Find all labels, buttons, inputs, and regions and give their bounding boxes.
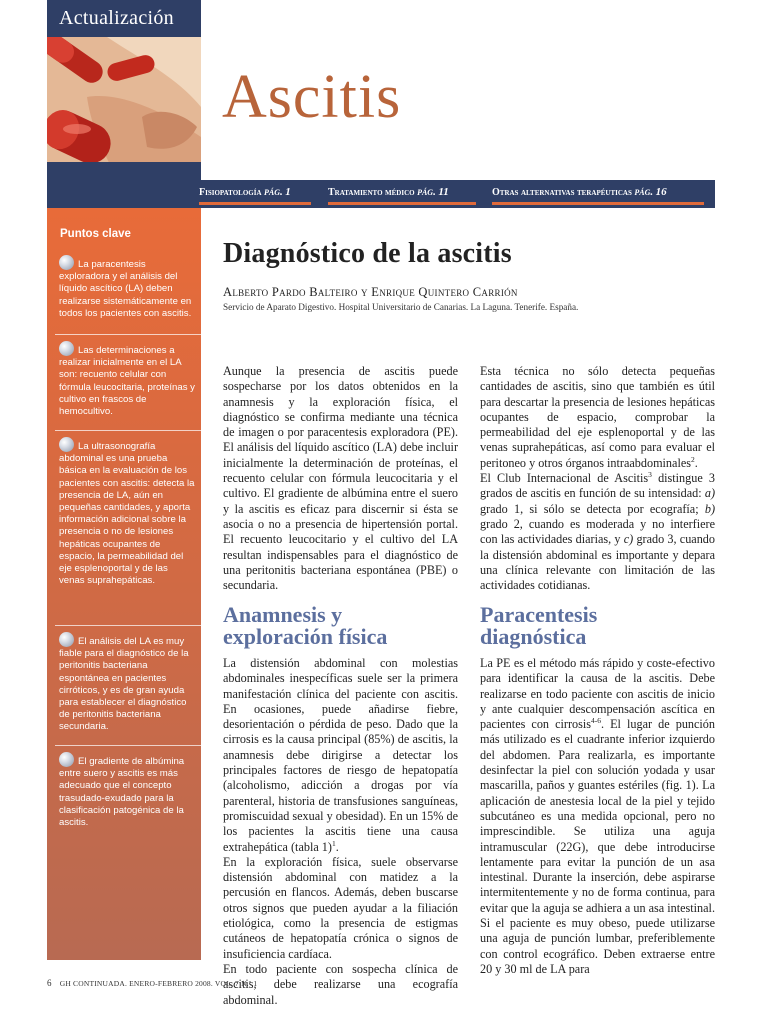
article-title: Diagnóstico de la ascitis bbox=[223, 238, 512, 269]
paragraph: Esta técnica no sólo detecta pequeñas cantidades de ascitis, sino que también es útil para descartar la presencia de lesiones hepáticas ocupantes de espacio, comprobar la permeabilidad del eje esplenoportal y de las venas suprahepáticas, así como para evaluar el peritoneo y otros órganos intraabdominales$^2$. bbox=[480, 364, 715, 470]
paragraph-text: En la exploración física, suele observarse distensión abdominal con matidez a la percusión en flancos. Además, deben buscarse otros signos que pueden ayudar a la filiación etiológica, como la presencia de estigmas cutáneos de hepatopatía crónica o signos de insuficiencia cardíaca. bbox=[223, 854, 458, 961]
paragraph-text: En todo paciente con sospecha clínica de ascitis, debe realizarse una ecografía abdominal. bbox=[223, 961, 458, 1007]
heading-line: Paracentesis bbox=[480, 602, 598, 627]
nav-underline bbox=[328, 202, 476, 205]
paragraph-text: Esta técnica no sólo detecta pequeñas cantidades de ascitis, sino que también es útil para descartar la presencia de lesiones hepáticas ocupantes de espacio, comprobar la permeabilidad del eje esplenoportal y de las venas suprahepáticas, así como para evaluar el peritoneo y otros órganos intraabdominales bbox=[480, 364, 715, 470]
key-point bbox=[59, 632, 195, 734]
paragraph-text: grado 2, cuando es moderada y no interfiere con las actividades diarias, y bbox=[480, 516, 715, 547]
nav-item-label: Fisiopatología bbox=[199, 187, 262, 198]
main-title: Ascitis bbox=[222, 63, 402, 131]
section-heading-anamnesis bbox=[223, 604, 387, 648]
nav-item-page: 16 bbox=[655, 186, 667, 198]
nav-item-page-prefix: pág. bbox=[264, 186, 283, 198]
heading-line: Anamnesis y bbox=[223, 602, 343, 627]
bullet-icon bbox=[59, 752, 74, 767]
paragraph: La distensión abdominal con molestias abdominales inespecíficas suele ser la primera manifestación clínica del paciente con ascitis. En ocasiones, puede añadirse fiebre, desorientación o pérdida de peso. Dado que la cirrosis es la causa principal (85%) de ascitis, la anamnesis debe dirigirse a detectar los principales factores de riesgo de hepatopatía (alcoholismo, adicción a drogas por vía parenteral, historia de transfusiones sanguíneas, promiscuidad sexual y obesidad). En un 15% de los pacientes la ascitis tiene una causa extrahepática (tabla 1)$^1$. bbox=[223, 656, 458, 854]
list-marker: c) bbox=[623, 532, 634, 547]
key-point bbox=[59, 437, 195, 587]
nav-item-page: 11 bbox=[438, 186, 449, 198]
divider bbox=[55, 430, 201, 431]
list-marker: b) bbox=[704, 501, 715, 516]
paragraph-text: La distensión abdominal con molestias abdominales inespecíficas suele ser la primera manifestación clínica del paciente con ascitis. En ocasiones, puede añadirse fiebre, desorientación o pérdida de peso. Dado que la cirrosis es la causa principal (85%) de ascitis, la anamnesis debe dirigirse a detectar los principales factores de riesgo de hepatopatía (alcoholismo, adicción a drogas por vía parenteral, historia de transfusiones sanguíneas, promiscuidad sexual y obesidad). En un 15% de los pacientes la ascitis tiene una causa extrahepática (tabla 1) bbox=[223, 656, 458, 854]
sidebar-title: Puntos clave bbox=[60, 228, 131, 240]
paragraph-text: El Club Internacional de Ascitis bbox=[480, 471, 649, 486]
citation: 3 bbox=[648, 470, 652, 480]
nav-item-page: 1 bbox=[285, 186, 291, 198]
paragraph-text: Aunque la presencia de ascitis puede sospecharse por los datos obtenidos en la anamnesis y la exploración física, el diagnóstico se confirma mediante una técnica de imagen o por paracentesis exploradora (PE). El análisis del líquido ascítico (LA) debe incluir inicialmente la determinación de proteínas, el recuento celular con fórmula leucocitaria y el cultivo. El gradiente de albúmina entre el suero y la ascitis es eficaz para discernir si ésta se asocia o no a presencia de hipertensión portal. El recuento leucocitario y el cultivo del LA resultan indispensables para el diagnóstico de una peritonitis bacteriana espontánea (PBE) o secundaria. bbox=[223, 364, 458, 593]
paragraph-text: grado 1, si sólo se detecta por ecografía; bbox=[480, 501, 705, 516]
citation: 2 bbox=[690, 454, 695, 464]
nav-underline bbox=[492, 202, 704, 205]
page-footer bbox=[47, 978, 257, 988]
paragraph-text: grado 3, cuando la distensión abdominal es importante y depara una clínica relevante con limitación de las actividades cotidianas. bbox=[480, 532, 715, 593]
key-point-text: El análisis del LA es muy fiable para el diagnóstico de la peritonitis bacteriana espontánea en pacientes cirróticos, y es de gran ayuda para establecer el diagnóstico de peritonitis bacteriana secundaria. bbox=[59, 636, 189, 733]
paragraph bbox=[480, 656, 715, 977]
nav-underline bbox=[199, 202, 311, 205]
key-point-text: La ultrasonografía abdominal es una prueba básica en la evaluación de los pacientes con ascitis: detecta la presencia de LA, aún en pequeñas cantidades, y aporta información adicional sobre la presencia o no de lesiones hepáticas ocupantes de espacio, la permeabilidad del eje esplenoportal y de las venas suprahepáticas. bbox=[59, 441, 195, 587]
key-point-text: La paracentesis exploradora y el análisis del líquido ascítico (LA) deben realizarse sistemáticamente en todos los pacientes con ascitis. bbox=[59, 259, 192, 319]
nav-item-otras-alternativas[interactable] bbox=[492, 186, 667, 198]
nav-item-label: Otras alternativas terapéuticas bbox=[492, 187, 632, 198]
divider bbox=[55, 334, 201, 335]
key-point bbox=[59, 255, 195, 320]
citation: 4-6 bbox=[590, 716, 601, 726]
section-label: Actualización bbox=[59, 7, 174, 29]
nav-item-page-prefix: pág. bbox=[417, 186, 436, 198]
section-anamnesis-body bbox=[223, 656, 458, 1008]
nav-item-fisiopatologia[interactable] bbox=[199, 186, 291, 198]
intro-paragraph-col1 bbox=[223, 364, 458, 593]
nav-item-page-prefix: pág. bbox=[634, 186, 654, 198]
section-heading-paracentesis bbox=[480, 604, 597, 648]
journal-citation: GH CONTINUADA. ENERO-FEBRERO 2008. VOL. 7 N.º 1 bbox=[59, 979, 258, 988]
pills-and-hand-image bbox=[47, 37, 201, 180]
bullet-icon bbox=[59, 341, 74, 356]
cover-illustration bbox=[47, 37, 201, 180]
article-affiliation: Servicio de Aparato Digestivo. Hospital Universitario de Canarias. La Laguna. Tenerife. España. bbox=[223, 302, 579, 312]
page-number: 6 bbox=[47, 978, 52, 988]
nav-item-tratamiento[interactable] bbox=[328, 186, 449, 198]
key-point-text: El gradiente de albúmina entre suero y ascitis es más adecuado que el concepto trasudado-exudado para la clasificación patogénica de la ascitis. bbox=[59, 756, 185, 829]
heading-line: diagnóstica bbox=[480, 624, 587, 649]
paragraph-text: distingue 3 grados de ascitis en función de su intensidad: bbox=[480, 471, 716, 501]
section-label-bar bbox=[47, 0, 201, 37]
paragraph bbox=[480, 471, 715, 593]
bullet-icon bbox=[59, 632, 74, 647]
heading-line: exploración física bbox=[223, 624, 388, 649]
article-authors: Alberto Pardo Balteiro y Enrique Quintero Carrión bbox=[223, 285, 518, 299]
paragraph-text: La PE es el método más rápido y coste-efectivo para identificar la causa de la ascitis. Debe realizarse en todo paciente con ascitis de inicio y ante cualquier descompensación ascítica en pacientes con cirrosis bbox=[480, 656, 715, 732]
bullet-icon bbox=[59, 437, 74, 452]
key-point bbox=[59, 752, 195, 829]
nav-item-label: Tratamiento médico bbox=[328, 187, 415, 198]
citation: 1 bbox=[331, 838, 336, 848]
key-point bbox=[59, 341, 195, 418]
divider bbox=[55, 625, 201, 626]
list-marker: a) bbox=[704, 486, 715, 501]
bullet-icon bbox=[59, 255, 74, 270]
paragraph-text: . El lugar de punción más utilizado es el cuadrante inferior izquierdo del abdomen. Para realizarla, es importante desinfectar la piel con solución yodada y usar mascarilla, paños y guantes estériles (fig. 1). La aplicación de anestesia local de la piel y tejido subcutáneo es una medida opcional, pero no imprescindible. Se utiliza una aguja intramuscular (22G), que debe introducirse lentamente para evitar la punción de un asa intestinal. Durante la inserción, debe aspirarse intermitentemente y no de forma continua, para evitar que la aguja se adhiera a un asa intestinal. Si el paciente es muy obeso, puede utilizarse una aguja de punción lumbar, preferiblemente con control ecográfico. Deben extraerse entre 20 y 30 ml de LA para bbox=[480, 717, 715, 976]
intro-paragraph-col2 bbox=[480, 364, 715, 593]
divider bbox=[55, 745, 201, 746]
key-point-text: Las determinaciones a realizar inicialmente en el LA son: recuento celular con fórmula leucocitaria, proteínas y cultivo en frascos de hemocultivo. bbox=[59, 345, 195, 418]
section-paracentesis-body bbox=[480, 656, 715, 977]
key-points-sidebar bbox=[47, 208, 201, 960]
